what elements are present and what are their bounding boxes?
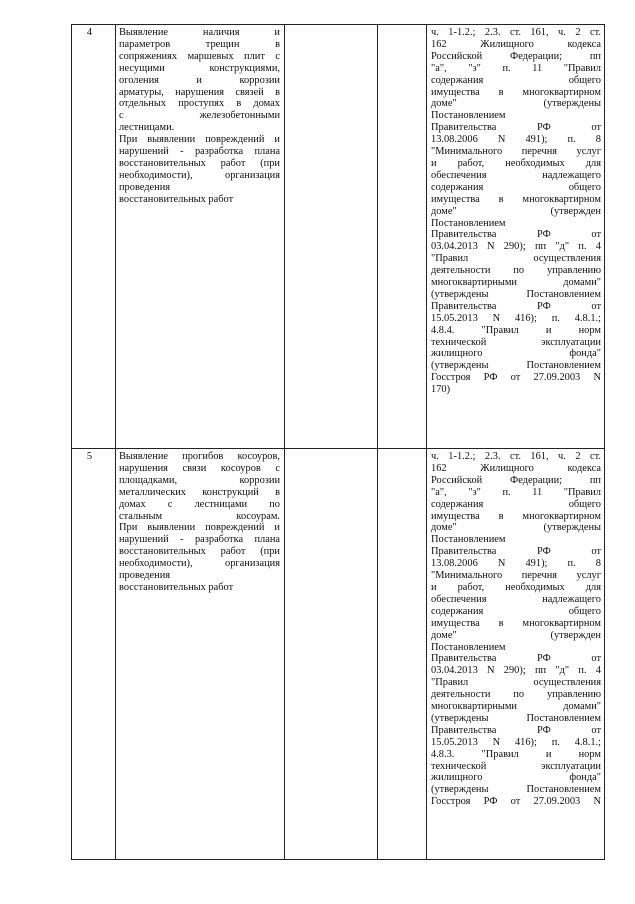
- row-number: 4: [86, 27, 93, 38]
- text-line: нарушений - разработка плана: [119, 146, 280, 158]
- row-number-cell: [72, 25, 116, 449]
- text-line: технической эксплуатации: [431, 760, 601, 772]
- text-line: Правительства РФ от: [431, 653, 601, 665]
- text-line: "а", "з" п. 11 "Правил: [431, 486, 601, 498]
- text-line: Постановлением: [431, 641, 506, 653]
- text-line: 03.04.2013 N 290); пп "д" п. 4: [431, 665, 601, 677]
- text-line: Правительства РФ от: [431, 546, 601, 558]
- table-row: [72, 449, 605, 860]
- text-line: проведения: [119, 570, 171, 582]
- text-line: Российской Федерации; пп: [431, 474, 601, 486]
- text-line: обеспечения надлежащего: [431, 593, 601, 605]
- text-line: имущества в многоквартирном: [431, 510, 601, 522]
- text-line: доме" (утверждены: [431, 98, 601, 110]
- text-line: необходимости), организация: [119, 558, 280, 570]
- text-line: восстановительных работ: [119, 581, 234, 593]
- text-line: жилищного фонда": [431, 772, 601, 784]
- text-line: Правительства РФ от: [431, 300, 601, 312]
- text-line: Постановлением: [431, 534, 506, 546]
- legal-basis-cell: [427, 25, 605, 449]
- empty-cell: [378, 449, 427, 860]
- empty-cell: [378, 25, 427, 449]
- text-line: ч. 1-1.2.; 2.3. ст. 161, ч. 2 ст.: [431, 451, 601, 462]
- text-line: содержания общего: [431, 605, 601, 617]
- text-line: и работ, необходимых для: [431, 157, 601, 169]
- text-line: 162 Жилищного кодекса: [431, 38, 601, 50]
- text-line: Постановлением: [431, 110, 506, 122]
- text-line: Правительства РФ от: [431, 724, 601, 736]
- text-line: (утверждены Постановлением: [431, 360, 601, 372]
- text-line: "Правил осуществления: [431, 253, 601, 265]
- text-line: ч. 1-1.2.; 2.3. ст. 161, ч. 2 ст.: [431, 27, 601, 38]
- text-line: многоквартирными домами": [431, 701, 601, 713]
- text-line: 15.05.2013 N 416); п. 4.8.1.;: [431, 312, 601, 324]
- text-line: Госстроя РФ от 27.09.2003 N: [431, 796, 601, 808]
- legal-basis: [431, 27, 601, 396]
- text-line: металлических конструкций в: [119, 486, 280, 498]
- text-line: 15.05.2013 N 416); п. 4.8.1.;: [431, 736, 601, 748]
- text-line: содержания общего: [431, 498, 601, 510]
- text-line: имущества в многоквартирном: [431, 193, 601, 205]
- work-description: [119, 27, 280, 206]
- table-row: [72, 25, 605, 449]
- text-line: "Правил осуществления: [431, 677, 601, 689]
- text-line: нарушения связи косоуров с: [119, 462, 280, 474]
- legal-basis-cell: [427, 449, 605, 860]
- text-line: содержания общего: [431, 74, 601, 86]
- text-line: доме" (утвержден: [431, 205, 601, 217]
- text-line: "Минимального перечня услуг: [431, 570, 601, 582]
- text-line: площадками, коррозии: [119, 474, 280, 486]
- row-number-cell: [72, 449, 116, 860]
- text-line: содержания общего: [431, 181, 601, 193]
- text-line: восстановительных работ (при: [119, 157, 280, 169]
- work-description: [119, 451, 280, 594]
- text-line: доме" (утвержден: [431, 629, 601, 641]
- text-line: деятельности по управлению: [431, 689, 601, 701]
- text-line: имущества в многоквартирном: [431, 617, 601, 629]
- text-line: деятельности по управлению: [431, 265, 601, 277]
- text-line: технической эксплуатации: [431, 336, 601, 348]
- text-line: 03.04.2013 N 290); пп "д" п. 4: [431, 241, 601, 253]
- text-line: нарушений - разработка плана: [119, 534, 280, 546]
- text-line: восстановительных работ (при: [119, 546, 280, 558]
- text-line: стальным косоурам.: [119, 510, 280, 522]
- row-number: 5: [86, 451, 93, 462]
- text-line: Российской Федерации; пп: [431, 50, 601, 62]
- text-line: проведения: [119, 181, 171, 193]
- text-line: несущими конструкциями,: [119, 62, 280, 74]
- text-line: и работ, необходимых для: [431, 581, 601, 593]
- text-line: восстановительных работ: [119, 193, 234, 205]
- text-line: сопряжениях маршевых плит с: [119, 50, 280, 62]
- text-line: имущества в многоквартирном: [431, 86, 601, 98]
- text-line: (утверждены Постановлением: [431, 288, 601, 300]
- text-line: Выявление прогибов косоуров,: [119, 451, 280, 462]
- text-line: 13.08.2006 N 491); п. 8: [431, 134, 601, 146]
- text-line: (утверждены Постановлением: [431, 712, 601, 724]
- text-line: (утверждены Постановлением: [431, 784, 601, 796]
- text-line: 4.8.3. "Правил и норм: [431, 748, 601, 760]
- legal-basis: [431, 451, 601, 808]
- text-line: Выявление наличия и: [119, 27, 280, 38]
- work-description-cell: [116, 25, 285, 449]
- empty-cell: [285, 449, 378, 860]
- text-line: арматуры, нарушения связей в: [119, 86, 280, 98]
- text-line: параметров трещин в: [119, 38, 280, 50]
- text-line: "Минимального перечня услуг: [431, 146, 601, 158]
- text-line: Госстроя РФ от 27.09.2003 N: [431, 372, 601, 384]
- text-line: оголения и коррозии: [119, 74, 280, 86]
- text-line: 13.08.2006 N 491); п. 8: [431, 558, 601, 570]
- text-line: отдельных проступях в домах: [119, 98, 280, 110]
- text-line: "а", "з" п. 11 "Правил: [431, 62, 601, 74]
- text-line: многоквартирными домами": [431, 277, 601, 289]
- text-line: Правительства РФ от: [431, 122, 601, 134]
- text-line: доме" (утверждены: [431, 522, 601, 534]
- work-description-cell: [116, 449, 285, 860]
- text-line: При выявлении повреждений и: [119, 134, 280, 146]
- text-line: 162 Жилищного кодекса: [431, 462, 601, 474]
- text-line: лестницами.: [119, 122, 175, 134]
- text-line: обеспечения надлежащего: [431, 169, 601, 181]
- text-line: необходимости), организация: [119, 169, 280, 181]
- text-line: При выявлении повреждений и: [119, 522, 280, 534]
- text-line: с железобетонными: [119, 110, 280, 122]
- text-line: 170): [431, 384, 451, 396]
- text-line: 4.8.4. "Правил и норм: [431, 324, 601, 336]
- empty-cell: [285, 25, 378, 449]
- works-table: [71, 24, 605, 860]
- text-line: Постановлением: [431, 217, 506, 229]
- text-line: жилищного фонда": [431, 348, 601, 360]
- text-line: домах с лестницами по: [119, 498, 280, 510]
- text-line: Правительства РФ от: [431, 229, 601, 241]
